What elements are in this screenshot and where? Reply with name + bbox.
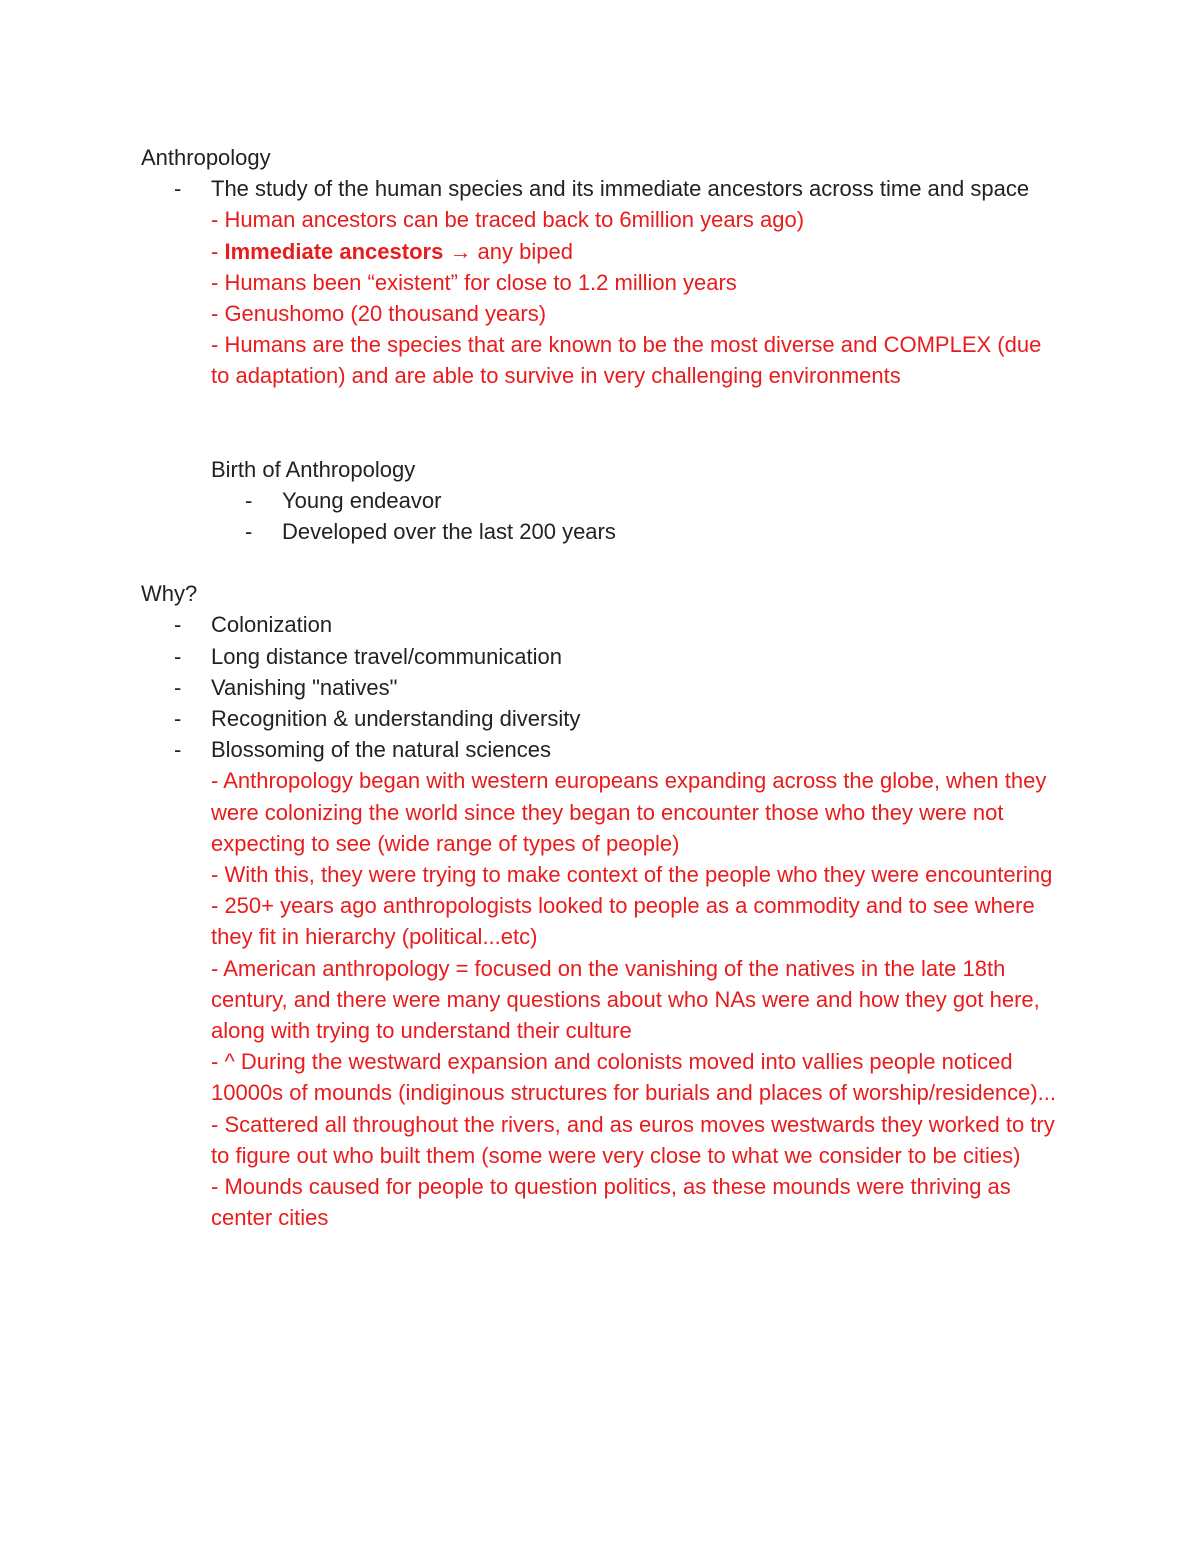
- note-line: - Genushomo (20 thousand years): [211, 301, 547, 327]
- list-item-text: Blossoming of the natural sciences: [211, 737, 551, 763]
- note-line: - Human ancestors can be traced back to 6million years ago): [211, 207, 805, 233]
- note-line: - Anthropology began with western europeans expanding across the globe, when they were colonizing the world since they began to encounter those who they were not expecting to see (wide range of types of people): [211, 768, 1047, 856]
- list-item: [141, 485, 1071, 516]
- list-item-text: Young endeavor: [282, 487, 442, 513]
- list-item-text: Colonization: [211, 612, 333, 638]
- list-item-text: Vanishing "natives": [211, 674, 398, 700]
- list-item: [141, 516, 1071, 547]
- note-line: - Humans been “existent” for close to 1.2 million years: [211, 269, 737, 295]
- note-line: - 250+ years ago anthropologists looked to people as a commodity and to see where they fit in hierarchy (political...etc): [211, 893, 1035, 950]
- list-item-text: Developed over the last 200 years: [282, 519, 616, 545]
- anthropology-notes: [141, 204, 1061, 391]
- list-item-text: Recognition & understanding diversity: [211, 706, 581, 732]
- bullet-dash: -: [245, 519, 253, 545]
- bullet-dash: -: [174, 612, 182, 638]
- note-bold-term: Immediate ancestors: [224, 238, 444, 264]
- bullet-dash: -: [245, 487, 253, 513]
- bullet-dash: -: [174, 176, 182, 202]
- note-line: - Mounds caused for people to question politics, as these mounds were thriving as center cities: [211, 1174, 1011, 1231]
- note-line: - Scattered all throughout the rivers, and as euros moves westwards they worked to try to figure out who built them (some were very close to what we consider to be cities): [211, 1111, 1055, 1168]
- note-rest: → any biped: [443, 238, 573, 264]
- note-line: - With this, they were trying to make context of the people who they were encountering: [211, 862, 1053, 888]
- list-item: [141, 609, 1071, 640]
- bullet-dash: -: [174, 706, 182, 732]
- why-notes: [141, 765, 1061, 1233]
- list-item: [141, 703, 1071, 734]
- heading-why: Why?: [141, 581, 198, 607]
- note-prefix: -: [211, 238, 225, 264]
- list-item: [141, 734, 1071, 765]
- bullet-dash: -: [174, 737, 182, 763]
- bullet-dash: -: [174, 674, 182, 700]
- note-line: - American anthropology = focused on the vanishing of the natives in the late 18th century, and there were many questions about who NAs were and how they got here, along with trying to understand their culture: [211, 955, 1040, 1044]
- heading-anthropology: Anthropology: [141, 145, 271, 170]
- note-line: - ^ During the westward expansion and colonists moved into vallies people noticed 10000s of mounds (indiginous structures for burials and places of worship/residence)...: [211, 1049, 1057, 1106]
- bullet-dash: -: [174, 643, 182, 669]
- list-item: [141, 672, 1071, 703]
- list-item-text: Long distance travel/communication: [211, 643, 562, 669]
- document-page: [141, 142, 1071, 1234]
- note-line-immediate-ancestors: [211, 236, 1061, 267]
- note-line: - Humans are the species that are known to be the most diverse and COMPLEX (due to adaptation) and are able to survive in very challenging environments: [211, 332, 1042, 389]
- definition-item: [141, 173, 1071, 204]
- heading-birth-of-anthropology: Birth of Anthropology: [211, 456, 416, 482]
- definition-text: The study of the human species and its immediate ancestors across time and space: [211, 176, 1030, 202]
- list-item: [141, 641, 1071, 672]
